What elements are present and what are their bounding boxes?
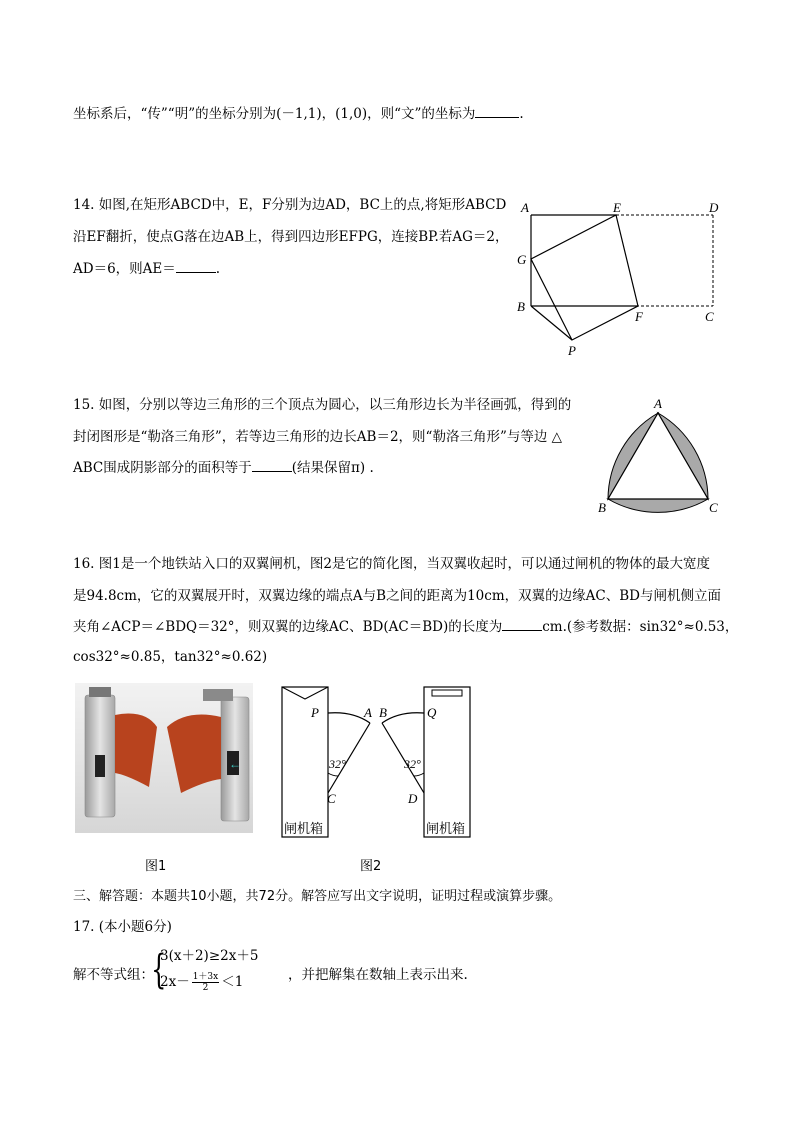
q16-arc-QB (382, 713, 424, 723)
q17-ineq1: 3(x＋2)≥2x＋5 (160, 948, 259, 964)
q14-label-G: G (517, 252, 527, 267)
q14-label-E: E (613, 200, 621, 215)
q16-label-D: D (408, 791, 418, 806)
q14-answer-blank (176, 272, 216, 273)
q15-line2: 封闭图形是“勒洛三角形”，若等边三角形的边长AB＝2，则“勒洛三角形”与等边 △ (73, 429, 563, 445)
q15-line3b: (结果保留π) . (291, 460, 374, 476)
q16-label-box-left: 闸机箱 (284, 822, 324, 837)
q15-answer-blank (252, 471, 292, 472)
q15-figure (595, 395, 725, 520)
q17-suffix: ，并把解集在数轴上表示出来. (288, 967, 468, 983)
q14-label-P: P (568, 343, 576, 358)
q16-label-box-right: 闸机箱 (426, 822, 466, 837)
q13-end: . (519, 106, 524, 122)
q16-angle-arc-right (414, 773, 424, 776)
q14-label-D: D (709, 200, 719, 215)
q16-caption2: 图2 (360, 859, 382, 874)
q16-line3-wrap (73, 617, 738, 637)
q16-line4: cos32°≈0.85，tan32°≈0.62) (73, 649, 268, 665)
q17-ineq2-lhs: 2x－ (160, 974, 190, 990)
q16-answer-blank (502, 630, 542, 631)
q16-left-post-panel (95, 755, 105, 777)
q15-line3-wrap (73, 458, 374, 478)
q14-label-A: A (521, 200, 529, 215)
q16-line3a: 夹角∠ACP＝∠BDQ＝32°，则双翼的边缘AC、BD(AC＝BD)的长度为 (73, 619, 503, 635)
q16-line1: 16. 图1是一个地铁站入口的双翼闸机，图2是它的简化图，当双翼收起时，可以通过闸机的物体的最大宽度 (73, 556, 710, 572)
q16-label-P: P (311, 705, 319, 720)
q16-left-box (282, 687, 328, 837)
q16-line2: 是94.8cm，它的双翼展开时，双翼边缘的端点A与B之间的距离为10cm，双翼的边缘AC、BD与闸机侧立面 (73, 588, 721, 604)
q16-caption1: 图1 (145, 859, 167, 874)
q14-figure (505, 195, 735, 360)
q16-label-C: C (327, 791, 336, 806)
q16-angle-arc-left (328, 773, 338, 776)
q17-fraction (192, 972, 220, 993)
q17-ineq2-rhs: ＜1 (221, 974, 244, 990)
q15-line3a: ABC围成阴影部分的面积等于 (73, 460, 252, 476)
q14-line1: 14. 如图,在矩形ABCD中，E，F分别为边AD，BC上的点,将矩形ABCD (73, 197, 507, 213)
q14-label-B: B (517, 299, 525, 314)
q17-header: 17. (本小题6分) (73, 919, 172, 935)
q14-label-F: F (635, 309, 643, 324)
q14-label-C: C (705, 309, 714, 324)
q17-ineq2 (160, 972, 243, 993)
q16-figure2-schematic (275, 683, 480, 843)
q16-arrow-icon: ← (229, 757, 241, 771)
q15-label-B: B (598, 500, 606, 515)
section3-heading: 三、解答题：本题共10小题，共72分。解答应写出文字说明，证明过程或演算步骤。 (73, 889, 562, 904)
q16-left-post-top (89, 687, 111, 697)
q16-left-box-top (282, 687, 328, 699)
q14-end: . (215, 261, 221, 277)
q14-line2: 沿EF翻折，使点G落在边AB上，得到四边形EFPG，连接BP.若AG＝2， (73, 229, 509, 245)
q16-label-angle-right: 32° (404, 757, 421, 771)
q14-segment-BP (531, 306, 572, 340)
q17-brace: { (151, 947, 167, 993)
q16-line3b: cm.(参考数据：sin32°≈0.53， (542, 619, 739, 635)
q16-figure1-gate-photo (75, 683, 253, 833)
q14-line3: AD＝6，则AE＝ (73, 261, 176, 277)
q16-right-box-slot (432, 690, 462, 696)
q16-right-post-top (203, 689, 233, 701)
q13-answer-blank (475, 117, 519, 118)
q14-folded-quad (531, 215, 638, 340)
q16-label-B: B (379, 705, 387, 720)
q15-line1: 15. 如图，分别以等边三角形的三个顶点为圆心，以三角形边长为半径画弧，得到的 (73, 397, 572, 413)
q15-shade-bottom (608, 499, 708, 512)
q17-prefix: 解不等式组： (73, 967, 154, 983)
q15-label-C: C (709, 500, 718, 515)
q17-fraction-den: 2 (202, 983, 209, 993)
q16-label-A: A (364, 705, 372, 720)
q13-tail-text: 坐标系后，“传”“明”的坐标分别为(－1,1)，(1,0)，则“文”的坐标为 (73, 106, 476, 122)
q13-tail-line (73, 104, 524, 124)
q14-line3-wrap (73, 259, 220, 279)
q15-label-A: A (654, 396, 662, 411)
q16-label-Q: Q (427, 705, 437, 720)
q17-fraction-num: 1＋3x (192, 972, 219, 982)
q16-label-angle-left: 32° (329, 757, 346, 771)
